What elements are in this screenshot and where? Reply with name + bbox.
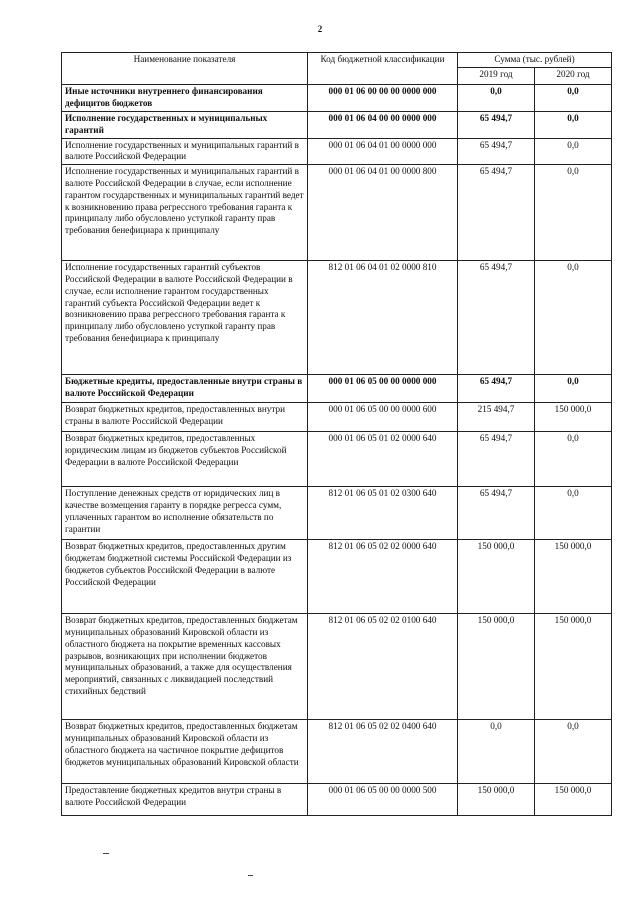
row-name-cell: Исполнение государственных гарантий субъектов Российской Федерации в валюте Российской Федерации в случае, если исполнение гарантом государственных гарантий субъекта Российской Федерации ведет к возникновению права регрессного требования гаранта к принципалу либо обусловлено уступкой гаранту прав требования бенефициара к принципалу [62,261,308,375]
row-2019-value: 65 494,7 [458,261,535,375]
row-2019-value: 65 494,7 [458,165,535,261]
row-2019-value: 215 494,7 [458,403,535,432]
row-name-cell: Возврат бюджетных кредитов, предоставленных другим бюджетам бюджетной системы Российской Федерации из бюджетов субъектов Российской Федерации в валюте Российской Федерации [62,540,308,614]
table-row [62,432,612,487]
table-row [62,165,612,261]
row-2019-value: 65 494,7 [458,138,535,165]
table-row [62,784,612,816]
row-2020-value: 0,0 [535,432,612,487]
row-2020-value: 0,0 [535,112,612,139]
row-2019-value: 65 494,7 [458,375,535,403]
row-code-cell: 000 01 06 05 00 00 0000 500 [308,784,458,816]
row-2019-value: 150 000,0 [458,614,535,720]
row-code-cell: 000 01 06 04 01 00 0000 800 [308,165,458,261]
table-body [62,85,612,816]
row-2020-value: 150 000,0 [535,614,612,720]
row-code-cell: 812 01 06 04 01 02 0000 810 [308,261,458,375]
table-row [62,85,612,112]
row-2020-value: 150 000,0 [535,540,612,614]
row-2020-value: 150 000,0 [535,784,612,816]
row-name-cell: Возврат бюджетных кредитов, предоставленных юридическим лицам из бюджетов субъектов Российской Федерации в валюте Российской Федерации [62,432,308,487]
row-name-cell: Бюджетные кредиты, предоставленные внутри страны в валюте Российской Федерации [62,375,308,403]
row-name-cell: Возврат бюджетных кредитов, предоставленных бюджетам муниципальных образований Кировской области из областного бюджета на покрытие временных кассовых разрывов, возникающих при исполнении бюджетов муниципальных образований, а также для осуществления мероприятий, связанных с ликвидацией последствий стихийных бедствий [62,614,308,720]
row-name-cell: Иные источники внутреннего финансирования дефицитов бюджетов [62,85,308,112]
header-name: Наименование показателя [62,53,308,85]
row-code-cell: 000 01 06 05 00 00 0000 000 [308,375,458,403]
header-year-2019: 2019 год [458,68,535,85]
row-2020-value: 0,0 [535,487,612,540]
row-2019-value: 0,0 [458,85,535,112]
row-code-cell: 000 01 06 04 01 00 0000 000 [308,138,458,165]
header-code: Код бюджетной классификации [308,53,458,85]
row-name-cell: Возврат бюджетных кредитов, предоставленных бюджетам муниципальных образований Кировской области из областного бюджета на частичное покрытие дефицитов бюджетов муниципальных образований Кировской области [62,720,308,784]
row-2019-value: 150 000,0 [458,540,535,614]
page-number: 2 [317,24,323,34]
row-code-cell: 000 01 06 00 00 00 0000 000 [308,85,458,112]
row-name-cell: Исполнение государственных и муниципальных гарантий [62,112,308,139]
row-name-cell: Поступление денежных средств от юридических лиц в качестве возмещения гаранту в порядке регресса сумм, уплаченных гарантом во исполнение обязательств по гарантии [62,487,308,540]
scan-mark [103,853,109,854]
row-2019-value: 65 494,7 [458,432,535,487]
header-year-2020: 2020 год [535,68,612,85]
header-sum: Сумма (тыс. рублей) [458,53,612,68]
table-row [62,375,612,403]
table-row [62,403,612,432]
row-2020-value: 0,0 [535,720,612,784]
row-2020-value: 0,0 [535,261,612,375]
row-2019-value: 65 494,7 [458,112,535,139]
table-row [62,112,612,139]
row-name-cell: Предоставление бюджетных кредитов внутри страны в валюте Российской Федерации [62,784,308,816]
table-row [62,487,612,540]
row-code-cell: 812 01 06 05 02 02 0100 640 [308,614,458,720]
table-row [62,540,612,614]
row-2020-value: 0,0 [535,138,612,165]
row-code-cell: 000 01 06 04 00 00 0000 000 [308,112,458,139]
table-row [62,138,612,165]
row-2020-value: 0,0 [535,85,612,112]
row-2020-value: 0,0 [535,375,612,403]
row-name-cell: Возврат бюджетных кредитов, предоставленных внутри страны в валюте Российской Федерации [62,403,308,432]
row-name-cell: Исполнение государственных и муниципальных гарантий в валюте Российской Федерации в случае, если исполнение гарантом государственных и муниципальных гарантий ведет к возникновению права регрессного требования гаранта к принципалу либо обусловлено уступкой гаранту прав требования бенефициара к принципалу [62,165,308,261]
table-row [62,261,612,375]
row-2019-value: 0,0 [458,720,535,784]
row-code-cell: 812 01 06 05 01 02 0300 640 [308,487,458,540]
row-2019-value: 65 494,7 [458,487,535,540]
scan-mark [248,875,253,876]
row-2019-value: 150 000,0 [458,784,535,816]
table-row [62,720,612,784]
row-code-cell: 000 01 06 05 01 02 0000 640 [308,432,458,487]
row-code-cell: 000 01 06 05 00 00 0000 600 [308,403,458,432]
table-row [62,614,612,720]
row-name-cell: Исполнение государственных и муниципальных гарантий в валюте Российской Федерации [62,138,308,165]
row-2020-value: 150 000,0 [535,403,612,432]
row-code-cell: 812 01 06 05 02 02 0400 640 [308,720,458,784]
row-code-cell: 812 01 06 05 02 02 0000 640 [308,540,458,614]
row-2020-value: 0,0 [535,165,612,261]
budget-sources-table [61,52,612,816]
